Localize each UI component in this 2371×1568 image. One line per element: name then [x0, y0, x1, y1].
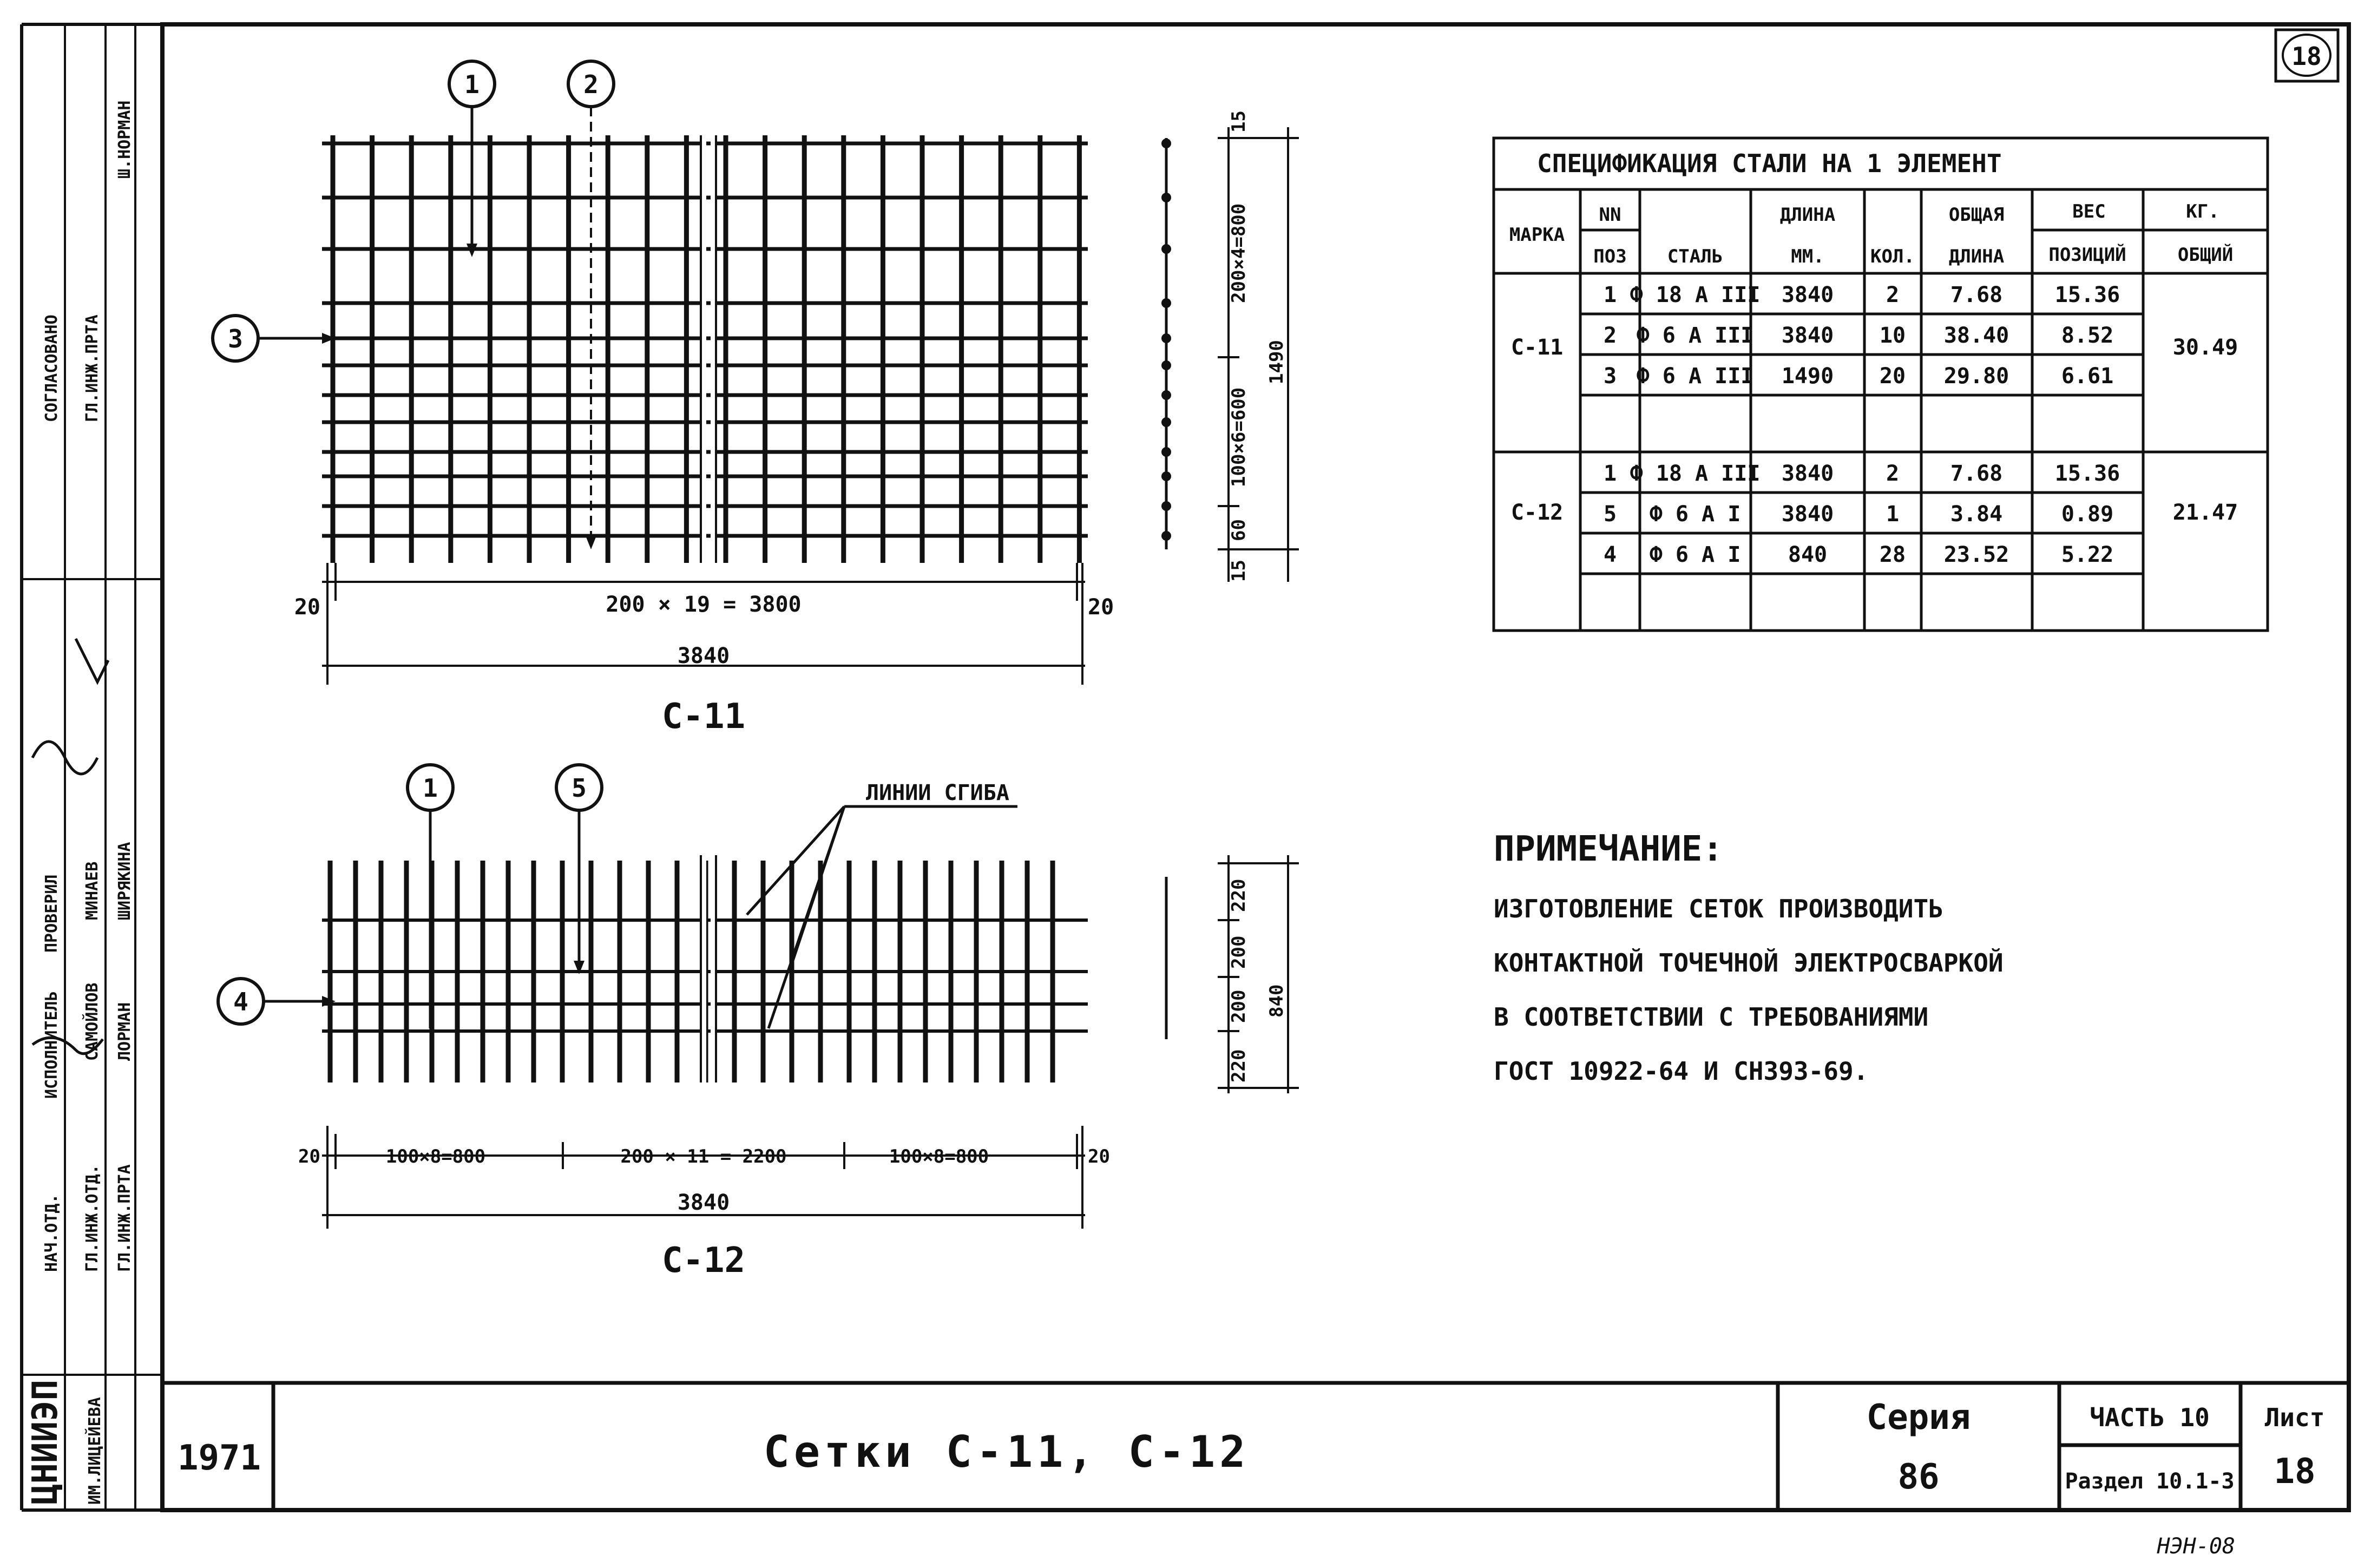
spec-hdr-mark: МАРКА	[1509, 224, 1565, 246]
c11-side-dim-1: 200×4=800	[1228, 203, 1250, 303]
c11-side-dots	[1161, 139, 1171, 541]
c12-dim-left: 100×8=800	[385, 1146, 486, 1167]
c11-side-dot	[1161, 139, 1171, 148]
spec-g0-r1-total-len: 38.40	[1943, 323, 2009, 348]
c11-side-dim-4: 15	[1228, 560, 1250, 582]
spec-g1-r1-total-len: 3.84	[1950, 502, 2003, 527]
spec-hdr-w-total: ОБЩИЙ	[2177, 244, 2234, 266]
c12-callout-4	[218, 979, 336, 1024]
spec-g1-r0-length: 3840	[1781, 461, 1834, 486]
c12-side-dim-3: 220	[1228, 1049, 1250, 1082]
footer-code: НЭН-08	[2157, 1534, 2235, 1559]
c12-side-total: 840	[1266, 984, 1288, 1018]
spec-g1-r1-steel: Ф 6 А I	[1649, 502, 1741, 527]
c11-callout-3	[213, 316, 336, 361]
c11-side-dot	[1161, 417, 1171, 427]
mesh-c11-drawing	[322, 135, 1171, 563]
spec-g1-r2-steel: Ф 6 А I	[1649, 542, 1741, 567]
spec-g1-r2-pos: 4	[1603, 542, 1617, 567]
title-block-grid	[162, 1383, 2349, 1510]
spec-g0-r2-total-len: 29.80	[1943, 364, 2009, 389]
c12-dim-end-right: 20	[1088, 1146, 1110, 1167]
c12-callout-4-text: 4	[233, 987, 248, 1016]
c12-callout-1	[408, 765, 453, 1028]
c12-dim-mid: 200 × 11 = 2200	[620, 1146, 787, 1167]
spec-hdr-length-unit: ММ.	[1791, 246, 1824, 267]
title-series-value: 86	[1897, 1457, 1940, 1497]
c11-dim-end-right: 20	[1088, 595, 1114, 620]
spec-g1-r2-weight: 5.22	[2061, 542, 2114, 567]
spec-hdr-total-top: ОБЩАЯ	[1948, 204, 2005, 226]
side-stamp	[25, 101, 134, 1505]
c11-side-dot	[1161, 447, 1171, 457]
spec-g0-r0-qty: 2	[1886, 283, 1900, 307]
c11-callout-2-text: 2	[583, 70, 599, 99]
spec-hdr-length: ДЛИНА	[1779, 204, 1836, 226]
note-line-2: В СООТВЕТСТВИИ С ТРЕБОВАНИЯМИ	[1494, 1002, 1929, 1032]
spec-g0-r2-pos: 3	[1603, 364, 1617, 389]
spec-g0-r0-pos: 1	[1603, 283, 1617, 307]
sheet-number-badge	[2276, 30, 2338, 81]
spec-hdr-weight: ВЕС	[2072, 201, 2106, 222]
spec-g1-r0-pos: 1	[1603, 461, 1617, 486]
spec-g1-r1-weight: 0.89	[2061, 502, 2114, 527]
c12-callout-5-text: 5	[572, 773, 587, 803]
spec-g0-r0-length: 3840	[1781, 283, 1834, 307]
spec-g1-r0-qty: 2	[1886, 461, 1900, 486]
c11-side-dot	[1161, 390, 1171, 400]
c11-side-dot	[1161, 244, 1171, 254]
title-part-label: ЧАСТЬ 10	[2090, 1403, 2210, 1432]
c11-label: С-11	[661, 697, 746, 737]
spec-g0-r1-steel: Ф 6 А III	[1636, 323, 1754, 348]
c11-side-dot	[1161, 193, 1171, 202]
spec-g0-r2-qty: 20	[1879, 364, 1906, 389]
spec-hdr-pos: ПОЗ	[1593, 246, 1627, 267]
note-title: ПРИМЕЧАНИЕ:	[1494, 829, 1723, 869]
spec-g0-r0-weight: 15.36	[2054, 283, 2120, 307]
c11-side-dot	[1161, 298, 1171, 308]
side-stamp-name-0: САМОЙЛОВ	[83, 982, 102, 1061]
sheet-number-badge-text: 18	[2291, 42, 2322, 71]
spec-g0-r1-weight: 8.52	[2061, 323, 2114, 348]
spec-g0-r2-weight: 6.61	[2061, 364, 2114, 389]
note-line-1: КОНТАКТНОЙ ТОЧЕЧНОЙ ЭЛЕКТРОСВАРКОЙ	[1494, 948, 2004, 977]
spec-g0-r0-total-len: 7.68	[1950, 283, 2003, 307]
c11-side-dot	[1161, 360, 1171, 370]
c11-dim-total: 3840	[677, 644, 730, 668]
title-main: Сетки С-11, С-12	[763, 1427, 1250, 1477]
spec-g0-r1-qty: 10	[1879, 323, 1906, 348]
note-block	[1494, 829, 2004, 1086]
c12-side-dim-0: 220	[1228, 878, 1250, 912]
c12-dim-end-left: 20	[298, 1146, 320, 1167]
spec-g0-r1-pos: 2	[1603, 323, 1617, 348]
spec-hdr-w-pos: ПОЗИЦИЙ	[2048, 244, 2126, 266]
c11-side-total: 1490	[1266, 340, 1288, 384]
note-line-3: ГОСТ 10922-64 И СН393-69.	[1494, 1057, 1869, 1086]
c11-callout-3-text: 3	[228, 324, 243, 353]
side-stamp-name-1: ЛОРМАН	[115, 1002, 134, 1061]
side-stamp-role-0: ПРОВЕРИЛ	[42, 874, 61, 953]
title-block	[162, 1383, 2349, 1510]
spec-group-0-mark: С-11	[1510, 335, 1564, 360]
spec-g1-r1-pos: 5	[1603, 502, 1617, 527]
c11-dim-end-left: 20	[294, 595, 320, 620]
side-stamp-header-2: Ш.НОРМАН	[115, 100, 134, 179]
spec-table	[1494, 138, 2268, 631]
spec-g1-r2-qty: 28	[1879, 542, 1906, 567]
spec-g1-r0-total-len: 7.68	[1950, 461, 2003, 486]
c12-side-dim-2: 200	[1228, 989, 1250, 1023]
title-year: 1971	[177, 1438, 261, 1478]
spec-g1-r1-qty: 1	[1886, 502, 1900, 527]
title-series-label: Серия	[1866, 1398, 1971, 1438]
title-section-label: Раздел 10.1-3	[2065, 1469, 2235, 1494]
spec-g1-r0-steel: Ф 18 А III	[1630, 461, 1761, 486]
side-stamp-org: ЦНИИЭП	[25, 1379, 65, 1505]
spec-group-1-mark: С-12	[1510, 500, 1564, 525]
side-stamp-name-2: МИНАЕВ	[83, 861, 102, 920]
c12-break-gap	[704, 855, 713, 1082]
spec-hdr-nn: NN	[1599, 204, 1621, 226]
c11-side-dot	[1161, 333, 1171, 343]
c11-side-dot	[1161, 531, 1171, 541]
c11-dim-main: 200 × 19 = 3800	[606, 592, 802, 617]
side-stamp-header-0: СОГЛАСОВАНО	[42, 314, 61, 422]
side-stamp-role-4: ГЛ.ИНЖ.ПРТА	[115, 1164, 134, 1272]
c12-dim-right: 100×8=800	[889, 1146, 989, 1167]
side-stamp-role-1: ИСПОЛНИТЕЛЬ	[42, 991, 61, 1099]
c11-side-dot	[1161, 501, 1171, 511]
spec-group-0-total: 30.49	[2172, 335, 2238, 360]
c12-label: С-12	[661, 1241, 746, 1281]
side-stamp-header-1: ГЛ.ИНЖ.ПРТА	[83, 314, 102, 422]
spec-hdr-steel: СТАЛЬ	[1667, 246, 1723, 267]
spec-group-1-total: 21.47	[2172, 500, 2238, 525]
side-stamp-org-sub: ИМ.ЛИЦЕЙЕВА	[86, 1397, 104, 1505]
c12-bend-label: ЛИНИИ СГИБА	[866, 780, 1009, 805]
c11-side-dot	[1161, 471, 1171, 481]
spec-g1-r1-length: 3840	[1781, 502, 1834, 527]
c11-side-dim-2: 100×6=600	[1228, 387, 1250, 487]
c12-dim-total: 3840	[677, 1190, 730, 1215]
note-line-0: ИЗГОТОВЛЕНИЕ СЕТОК ПРОИЗВОДИТЬ	[1494, 894, 1943, 923]
spec-hdr-qty: КОЛ.	[1870, 246, 1915, 267]
c11-callout-1-text: 1	[464, 70, 480, 99]
spec-table-title: СПЕЦИФИКАЦИЯ СТАЛИ НА 1 ЭЛЕМЕНТ	[1537, 149, 2002, 178]
c12-callout-1-text: 1	[423, 773, 438, 803]
title-sheet-value: 18	[2274, 1452, 2316, 1492]
spec-g1-r2-total-len: 23.52	[1943, 542, 2009, 567]
spec-g0-r2-length: 1490	[1781, 364, 1834, 389]
spec-g0-r2-steel: Ф 6 А III	[1636, 364, 1754, 389]
spec-g0-r0-steel: Ф 18 А III	[1630, 283, 1761, 307]
c11-side-dim-3: 60	[1228, 519, 1250, 541]
spec-hdr-total-bottom: ДЛИНА	[1948, 246, 2005, 267]
title-sheet-label: Лист	[2264, 1403, 2325, 1432]
spec-g1-r2-length: 840	[1788, 542, 1828, 567]
side-stamp-name-3: ШИРЯКИНА	[115, 842, 134, 920]
mesh-c12-drawing	[322, 855, 1166, 1082]
spec-hdr-weight-unit: КГ.	[2186, 201, 2219, 222]
c11-side-dim-0: 15	[1228, 110, 1250, 133]
side-stamp-role-2: НАЧ.ОТД.	[42, 1193, 61, 1272]
spec-g0-r1-length: 3840	[1781, 323, 1834, 348]
c12-side-dim-1: 200	[1228, 935, 1250, 969]
spec-g1-r0-weight: 15.36	[2054, 461, 2120, 486]
side-stamp-role-3: ГЛ.ИНЖ.ОТД.	[83, 1164, 102, 1272]
